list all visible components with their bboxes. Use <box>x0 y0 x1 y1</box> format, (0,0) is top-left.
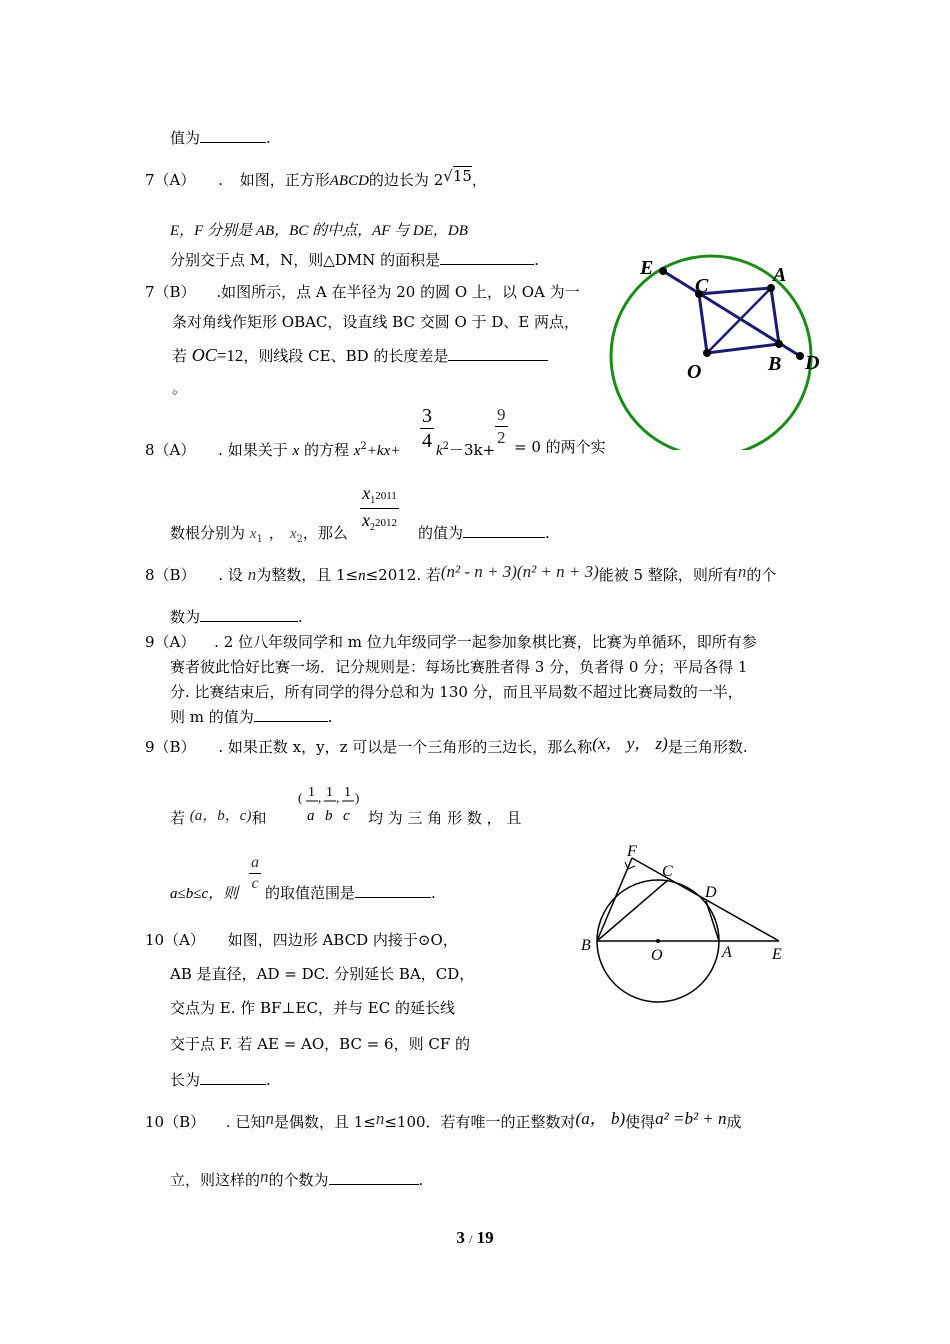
page-separator: / <box>469 1232 473 1246</box>
fraction-3-4 <box>420 404 434 453</box>
text: . 2 位八年级同学和 m 位九年级同学一起参加象棋比赛，比赛为单循环，即所有参 <box>214 633 757 651</box>
text: . <box>298 608 303 626</box>
answer-blank <box>440 250 534 265</box>
math-expression: (n² - n + 3)(n² + n + 3) <box>440 562 599 581</box>
question-number: 9（A） <box>145 633 196 651</box>
text: . <box>534 251 539 269</box>
question-10a-line-3 <box>170 998 455 1018</box>
text: 的值为 <box>418 524 464 542</box>
svg-text:1: 1 <box>308 785 315 800</box>
exponent: 2011 <box>375 490 397 502</box>
label-o: O <box>687 361 702 383</box>
math-text: OC <box>191 345 217 365</box>
text: 的取值范围是 <box>265 884 356 902</box>
text: . <box>418 1171 424 1189</box>
text: . 如果关于 <box>218 441 288 459</box>
circle-rectangle-figure <box>600 250 830 450</box>
numerator: 3 <box>422 405 432 427</box>
question-8a-eq-middle: $k^2-3k+$ <box>436 441 496 459</box>
label-d: D <box>705 884 717 901</box>
text: . <box>266 1071 271 1089</box>
diagonal-oa <box>707 288 771 353</box>
segment-oc <box>699 294 707 353</box>
question-9a-line-3 <box>170 682 743 702</box>
text: . <box>327 708 333 726</box>
svg-text:b: b <box>325 808 333 824</box>
text: 数根分别为 <box>170 524 246 542</box>
question-10b-line-2 <box>170 1167 424 1190</box>
svg-text:c: c <box>343 808 350 824</box>
question-number: 10（A） <box>145 931 205 949</box>
question-9b-line-3-end <box>265 883 436 903</box>
text: 条对角线作矩形 OBAC，设直线 BC 交圆 O 于 D、E 两点， <box>172 313 580 331</box>
math-text: －3k+ <box>449 441 496 459</box>
text: 的个数为 <box>268 1171 329 1189</box>
text: ≤100．若有唯一的正整数对 <box>384 1113 576 1131</box>
text: 交于点 F. 若 AE = AO，BC = 6，则 CF 的 <box>170 1035 471 1053</box>
question-7b-line-2 <box>172 312 579 332</box>
text: 成 <box>726 1113 742 1131</box>
reciprocal-triple <box>298 780 368 833</box>
question-7b-line-4 <box>172 378 187 398</box>
math-text: ABCD <box>329 173 369 189</box>
text: .如图所示，点 A 在半径为 20 的圆 O 上，以 OA 为一 <box>216 283 580 301</box>
numerator: 9 <box>495 404 508 427</box>
denominator: 2 <box>497 428 506 447</box>
answer-blank <box>355 883 431 898</box>
total-pages: 19 <box>476 1228 494 1247</box>
answer-blank <box>448 346 548 361</box>
text: . <box>266 129 271 147</box>
svg-text:a: a <box>307 808 315 824</box>
label-d: D <box>805 352 820 374</box>
text: 的个 <box>746 566 777 584</box>
center-o <box>656 939 660 943</box>
text: 能被 5 整除，则所有 <box>598 566 738 584</box>
text: E，F 分别是 AB，BC 的中点，AF 与 DE，DB <box>170 223 468 239</box>
radical-expression: 2√15 <box>433 167 472 189</box>
exponent: 2012 <box>375 517 397 529</box>
text: 交点为 E. 作 BF⊥EC，并与 EC 的延长线 <box>170 999 455 1017</box>
text: . <box>218 171 223 189</box>
label-b: B <box>768 353 782 375</box>
text: ， <box>471 171 487 189</box>
numerator: a <box>249 853 261 874</box>
text: 。 <box>172 379 188 397</box>
label-e: E <box>640 257 654 279</box>
label-e: E <box>772 946 782 963</box>
svg-text:1: 1 <box>344 785 351 800</box>
text: 和 <box>251 809 267 827</box>
label-c: C <box>695 275 709 297</box>
text: 则 m 的值为 <box>170 708 254 726</box>
question-8a-eq-end <box>514 437 606 457</box>
question-10a-line-2 <box>170 964 474 984</box>
math-expression: a² =b² + n <box>655 1109 727 1128</box>
svg-text:(: ( <box>298 790 303 805</box>
question-9b-line-3 <box>170 883 238 904</box>
text: 若 <box>170 809 186 827</box>
question-number: 10（B） <box>145 1113 206 1131</box>
point-b <box>775 340 783 348</box>
math-text: n <box>265 1109 274 1128</box>
question-9b-line-2-end <box>368 808 521 828</box>
answer-blank <box>200 607 298 622</box>
subscript: 2 <box>370 522 375 533</box>
math-text: x <box>353 443 361 459</box>
text: a≤b≤c，则 <box>170 886 239 902</box>
question-number: 9（B） <box>145 738 196 756</box>
math-text: 15 <box>452 167 472 185</box>
math-text: x <box>249 526 257 542</box>
cyclic-quadrilateral-figure <box>575 840 795 1010</box>
text: 使得 <box>625 1113 656 1131</box>
line-da <box>706 901 719 941</box>
label-b: B <box>581 937 591 954</box>
label-a: A <box>773 264 787 286</box>
text: 是三角形数. <box>667 738 748 756</box>
point-d <box>796 352 804 360</box>
math-text: n <box>375 1109 385 1128</box>
math-text: k <box>436 443 443 459</box>
question-10a-line-4 <box>170 1034 470 1054</box>
segment-ab <box>771 288 779 344</box>
text: 分别交于点 M，N，则△DMN 的面积是 <box>170 251 441 269</box>
point-e <box>659 267 667 275</box>
text: ，那么 <box>302 524 348 542</box>
question-10a-line-1 <box>145 930 458 950</box>
denominator: 4 <box>422 430 432 452</box>
fraction-a-c <box>249 853 261 894</box>
math-text: n <box>358 568 366 584</box>
math-text: =12 <box>216 346 244 365</box>
question-9a-line-4 <box>170 707 333 727</box>
text: 赛者彼此恰好比赛一场．记分规则是：每场比赛胜者得 3 分，负者得 0 分；平局各得 1 <box>170 658 748 676</box>
svg-text:): ) <box>355 790 360 805</box>
answer-blank <box>200 1070 266 1085</box>
fraction-9-2 <box>495 404 508 449</box>
denominator: c <box>251 875 259 892</box>
question-8b-line-1 <box>145 562 777 586</box>
text: . 已知 <box>225 1113 266 1131</box>
math-expression: (a， b) <box>575 1109 626 1128</box>
question-9a-line-1 <box>145 632 757 652</box>
segment-ca <box>699 288 771 294</box>
question-9a-line-2 <box>170 657 747 677</box>
question-10a-line-5 <box>170 1070 271 1090</box>
math-expression: (a，b，c) <box>189 808 252 824</box>
text: 分. 比赛结束后，所有同学的得分总和为 130 分，而且平局数不超过比赛局数的一半， <box>170 683 743 701</box>
answer-blank <box>200 128 266 143</box>
svg-text:1: 1 <box>326 785 333 800</box>
text: 数为 <box>170 608 201 626</box>
text: . <box>545 524 550 542</box>
text: 的边长为 <box>368 171 429 189</box>
question-9b-line-2 <box>170 808 266 829</box>
text: 若 <box>172 347 188 365</box>
text: 如图，四边形 ABCD 内接于⊙O， <box>227 931 458 949</box>
current-page: 3 <box>456 1228 465 1247</box>
question-7a-line-1 <box>145 167 487 191</box>
text: 立，则这样的 <box>170 1171 261 1189</box>
math-text: n <box>260 1167 269 1186</box>
text: . 设 <box>218 566 243 584</box>
subscript: 1 <box>370 495 376 506</box>
math-text: x <box>362 510 370 530</box>
text: 是偶数，且 1≤ <box>273 1113 376 1131</box>
line-bc <box>597 880 668 941</box>
math-expression: (x， y， z) <box>592 734 668 753</box>
math-text: n <box>737 562 747 581</box>
segment-bo <box>707 344 779 353</box>
svg-text:,: , <box>336 790 340 805</box>
question-7b-line-1 <box>145 282 580 302</box>
label-c: C <box>662 863 673 880</box>
text: 值为 <box>170 129 201 147</box>
question-7b-line-3 <box>172 345 548 366</box>
question-8b-line-2 <box>170 607 303 627</box>
line-bf <box>597 858 632 941</box>
math-text: n <box>247 565 257 584</box>
question-7a-line-2 <box>170 220 468 241</box>
answer-blank <box>463 523 545 538</box>
question-number: 8（B） <box>145 566 196 584</box>
text: = 0 的两个实 <box>514 438 606 456</box>
text: . 如果正数 x，y，z 可以是一个三角形的三边长，那么称 <box>218 738 593 756</box>
question-8a-line-1: 8（A） . 如果关于 x 的方程 $x^2+kx+$ <box>145 441 401 459</box>
math-text: 2 <box>433 171 444 189</box>
text: 为整数，且 1≤ <box>256 566 359 584</box>
math-text: x <box>292 443 300 459</box>
text: ，则线段 CE、BD 的长度差是 <box>243 347 449 365</box>
svg-text:,: , <box>318 790 322 805</box>
math-text: +kx+ <box>366 443 401 459</box>
answer-line-6 <box>170 128 271 148</box>
text: . <box>431 884 436 902</box>
text: 的方程 <box>303 441 349 459</box>
text: 长为 <box>170 1071 201 1089</box>
question-9b-line-1 <box>145 734 748 757</box>
label-f: F <box>627 843 637 860</box>
text: 如图，正方形 <box>239 171 330 189</box>
page-number <box>0 1228 950 1248</box>
text: ≤2012. 若 <box>365 566 441 584</box>
answer-blank <box>329 1170 419 1185</box>
question-number: 7（B） <box>145 283 196 301</box>
question-number: 8（A） <box>145 441 196 459</box>
text: AB 是直径，AD = DC. 分别延长 BA，CD， <box>170 965 475 983</box>
question-number: 7（A） <box>145 171 196 189</box>
question-10b-line-1 <box>145 1109 742 1132</box>
question-7a-line-3 <box>170 250 539 270</box>
label-o: O <box>651 947 663 964</box>
point-o <box>703 349 711 357</box>
reciprocal-fractions <box>298 780 368 828</box>
math-text: x <box>289 526 297 542</box>
question-8a-line-2-end <box>418 523 550 543</box>
label-a: A <box>722 944 732 961</box>
question-8a-line-2: 数根分别为 $x_1$ ， $x_2$，那么 <box>170 524 348 545</box>
math-text: x <box>362 483 371 503</box>
answer-blank <box>254 707 328 722</box>
fraction-x1-x2 <box>360 482 399 535</box>
text: 均 为 三 角 形 数 ， 且 <box>368 809 522 827</box>
